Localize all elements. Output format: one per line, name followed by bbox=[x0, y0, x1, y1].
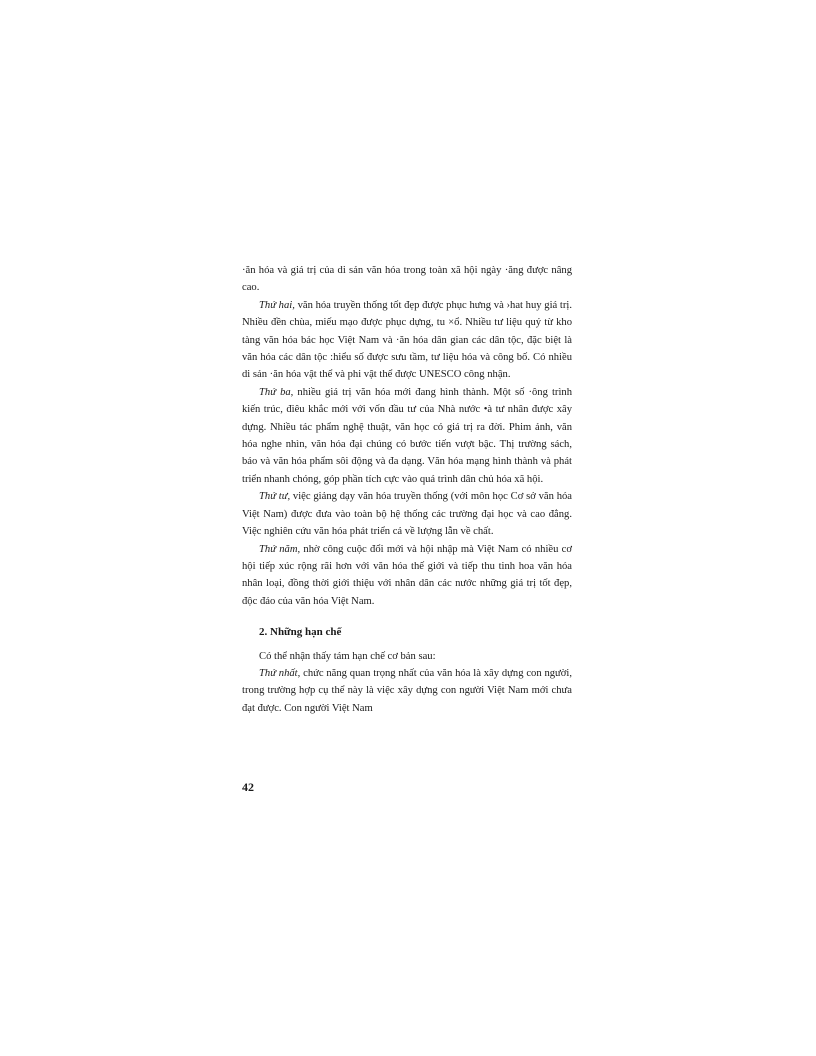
paragraph-text: nhờ công cuộc đổi mới và hội nhập mà Việt Nam có nhiều cơ hội tiếp xúc rộng rãi hơn với văn hóa thế giới và tiếp thu tinh hoa văn hóa nhân loại, đồng thời giới thiệu với nhân dân các nước những giá trị tốt đẹp, độc đáo của văn hóa Việt Nam. bbox=[242, 543, 572, 607]
paragraph-lead: Thứ hai, bbox=[259, 299, 295, 311]
paragraph-text: chức năng quan trọng nhất của văn hóa là xây dựng con người, trong trường hợp cụ thể này là việc xây dựng con người Việt Nam mới chưa đạt được. Con người Việt Nam bbox=[242, 667, 572, 714]
paragraph-text: ·ăn hóa và giá trị của di sản văn hóa trong toàn xã hội ngày ·ăng được nâng cao. bbox=[242, 265, 572, 294]
page-number: 42 bbox=[242, 780, 254, 794]
paragraph bbox=[242, 665, 572, 717]
paragraph-text: Có thể nhận thấy tám hạn chế cơ bản sau: bbox=[259, 650, 436, 662]
paragraph-lead: Thứ năm, bbox=[259, 543, 301, 555]
paragraph-lead: Thứ ba, bbox=[259, 386, 294, 398]
paragraph bbox=[242, 297, 572, 384]
paragraph-text: việc giảng dạy văn hóa truyền thống (với môn học Cơ sở văn hóa Việt Nam) được đưa vào toàn bộ hệ thống các trường đại học và cao đẳng. Việc nghiên cứu văn hóa phát triển cả về lượng lẫn về chất. bbox=[242, 491, 572, 538]
paragraph bbox=[242, 384, 572, 488]
paragraph-text: văn hóa truyền thống tốt đẹp được phục hưng và ›hat huy giá trị. Nhiều đền chùa, miếu mạo được phục dựng, tu ×ổ. Nhiều tư liệu quý từ kho tàng văn hóa bác học Việt Nam và ·ăn hóa dân gian các dân tộc, đặc biệt là văn hóa các dân tộc :hiểu số được sưu tầm, tư liệu hóa và công bố. Có nhiều di sản ·ăn hóa vật thể và phi vật thể được UNESCO công nhận. bbox=[242, 299, 572, 381]
paragraph bbox=[242, 648, 572, 665]
paragraph-lead: Thứ nhất, bbox=[259, 667, 301, 679]
paragraph-lead: Thứ tư, bbox=[259, 491, 291, 503]
paragraph bbox=[242, 541, 572, 611]
paragraph-text: nhiều giá trị văn hóa mới đang hình thành. Một số ·ông trình kiến trúc, điêu khắc mới với vốn đầu tư của Nhà nước •à tư nhân được xây dựng. Nhiều tác phẩm nghệ thuật, văn học có giá trị ra đời. Phim ảnh, văn hóa nghe nhìn, văn hóa đại chúng có bước tiến vượt bậc. Thị trường sách, báo và văn hóa phẩm sôi động và đa dạng. Văn hóa mạng hình thành và phát triển nhanh chóng, góp phần tích cực vào quá trình dân chủ hóa xã hội. bbox=[242, 386, 572, 485]
page-text bbox=[242, 262, 572, 717]
paragraph bbox=[242, 262, 572, 297]
section-heading: 2. Những hạn chế bbox=[259, 626, 342, 639]
paragraph bbox=[242, 488, 572, 540]
